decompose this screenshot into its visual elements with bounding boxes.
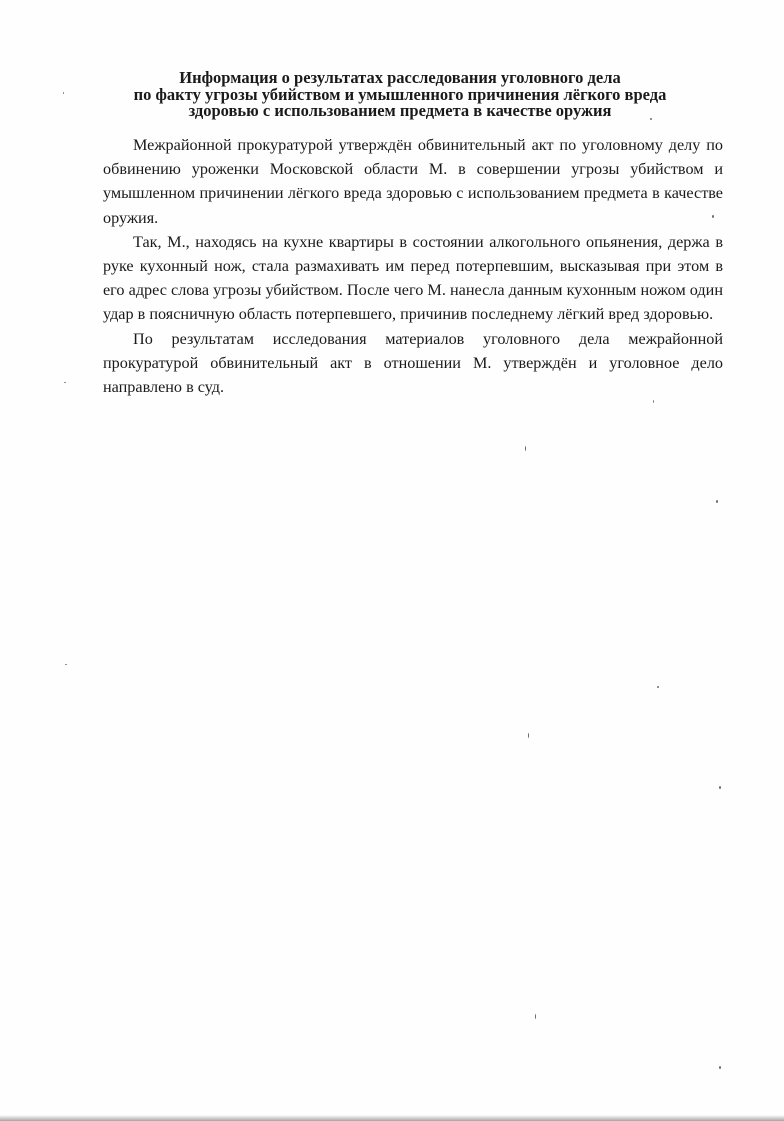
document-body <box>103 133 723 399</box>
title-line-1: Информация о результатах расследования уголовного дела <box>179 68 621 87</box>
scan-speck <box>650 118 652 120</box>
paragraph-approval: Межрайонной прокуратурой утверждён обвинительный акт по уголовному делу по обвинению уроженки Московской области М. в совершении угрозы убийством и умышленном причинении лёгкого вреда здоровью с использованием предмета в качестве оружия. <box>103 136 723 227</box>
scan-speck <box>719 1066 721 1069</box>
scan-speck <box>64 382 66 383</box>
paragraph-circumstances: Так, М., находясь на кухне квартиры в состоянии алкогольного опьянения, держа в руке кухонный нож, стала размахивать им перед потерпевшим, высказывая при этом в его адрес слова угрозы убийством. После чего М. нанесла данным кухонным ножом один удар в поясничную область потерпевшего, причинив последнему лёгкий вред здоровью. <box>103 232 723 324</box>
scan-speck <box>528 733 529 738</box>
title-line-2: по факту угрозы убийством и умышленного причинения лёгкого вреда <box>133 84 667 104</box>
scan-speck <box>712 215 714 218</box>
paragraph-result: По результатам исследования материалов уголовного дела межрайонной прокуратурой обвинительный акт в отношении М. утверждён и уголовное дело направлено в суд. <box>103 329 723 397</box>
scan-speck <box>525 446 526 451</box>
scan-speck <box>716 500 718 503</box>
scan-speck <box>63 92 64 94</box>
scan-bottom-edge <box>0 1115 784 1121</box>
scan-speck <box>719 786 721 789</box>
scan-speck <box>535 1014 536 1019</box>
document-title <box>80 70 720 120</box>
title-line-3: здоровью с использованием предмета в качестве оружия <box>188 101 612 120</box>
scan-speck <box>653 400 654 403</box>
scan-speck <box>65 664 67 665</box>
scan-speck <box>657 686 659 688</box>
